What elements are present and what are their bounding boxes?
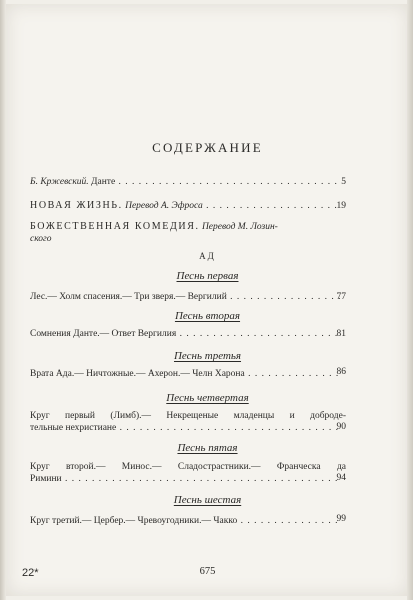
canto-title: Песнь третья <box>173 350 242 362</box>
signature-mark: 22* <box>22 567 39 579</box>
section-heading-inferno: АД <box>199 251 216 261</box>
entry-translator: Перевод А. Эфроса <box>125 201 203 211</box>
toc-entry-krzhevsky <box>30 176 342 188</box>
page-edge-right <box>407 0 413 600</box>
canto-title: Песнь первая <box>176 270 239 282</box>
canto-title: Песнь вторая <box>174 310 241 322</box>
canto-page: 77 <box>336 292 346 302</box>
entry-caps-title: НОВАЯ ЖИЗНЬ. <box>30 200 123 211</box>
canto-page: 90 <box>336 422 346 432</box>
entry-page: 5 <box>341 177 346 187</box>
entry-caps-title: БОЖЕСТВЕННАЯ КОМЕДИЯ. <box>30 221 200 232</box>
canto-line: тельные нехристиане . . . <box>30 422 342 434</box>
canto-page: 86 <box>336 367 346 377</box>
canto-page: 81 <box>336 329 346 339</box>
canto-title: Песнь четвертая <box>166 392 249 404</box>
canto-line: Врата Ада.— Ничтожные.— Ахерон.— Челн Харона . . . <box>30 368 342 380</box>
entry-translator: Перевод М. Лозин- <box>201 222 278 232</box>
entry-page: 19 <box>336 201 346 211</box>
canto-title: Песнь шестая <box>173 494 242 506</box>
toc-entry-divine-comedy <box>30 221 346 233</box>
toc-entry-vita-nuova <box>30 200 342 212</box>
canto-line: Сомнения Данте.— Ответ Вергилия . . . <box>30 328 342 340</box>
entry-author: Б. Кржевский. <box>30 177 89 187</box>
canto-line: Круг второй.— Минос.— Сладострастники.— Франческа да <box>30 462 346 472</box>
canto-line: Круг первый (Лимб).— Некрещеные младенцы и доброде- <box>30 411 346 421</box>
entry-text: Данте <box>91 177 116 187</box>
canto-line: Лес.— Холм спасения.— Три зверя.— Вергилий . . . <box>30 291 342 303</box>
canto-line: Круг третий.— Цербер.— Чревоугодники.— Чакко . . . <box>30 515 342 527</box>
toc-title: СОДЕРЖАНИЕ <box>152 140 263 155</box>
book-page <box>6 4 409 596</box>
page-number: 675 <box>199 566 216 577</box>
canto-line: Римини . . . <box>30 473 342 485</box>
canto-page: 99 <box>336 514 346 524</box>
entry-translator-cont: ского <box>30 234 52 244</box>
canto-page: 94 <box>336 473 346 483</box>
canto-title: Песнь пятая <box>177 442 238 454</box>
